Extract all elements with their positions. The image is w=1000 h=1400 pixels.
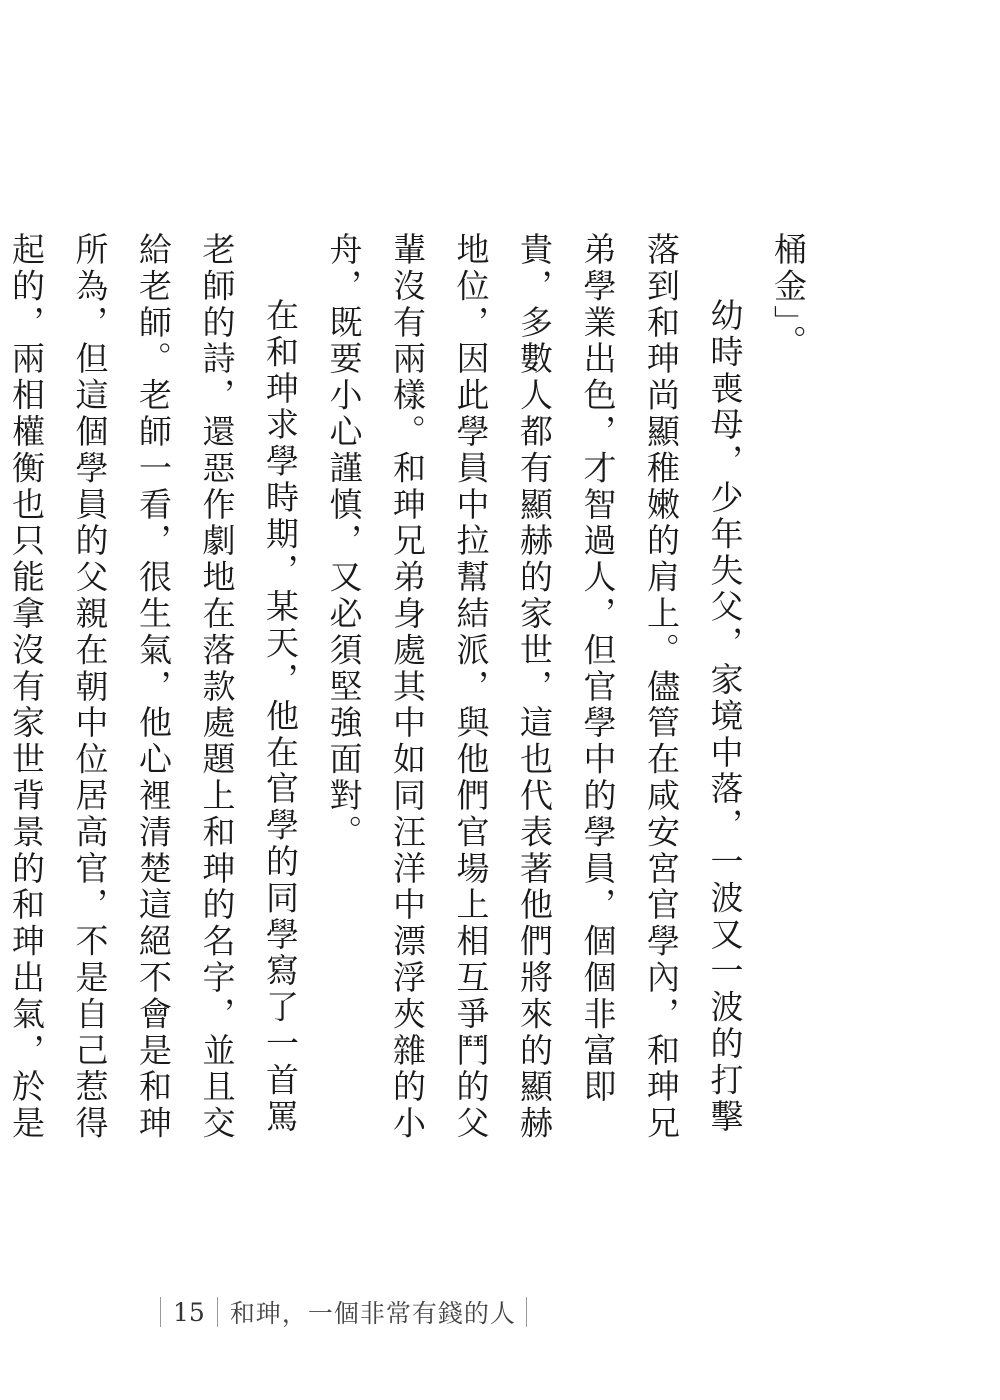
page-footer	[160, 1292, 527, 1332]
paragraph-school-incident: 在和珅求學時期，某天，他在官學的同學寫了一首罵老師的詩，還惡作劇地在落款處題上和珅的名字，並且交給老師。老師一看，很生氣，他心裡清楚這絕不會是和珅所為，但這個學員的父親在朝中位居高官，不是自己惹得起的，兩相權衡也只能拿沒有家世背景的和珅出氣，於是	[7, 232, 300, 1142]
paragraph-childhood: 幼時喪母，少年失父，家境中落，一波又一波的打擊落到和珅尚顯稚嫩的肩上。儘管在咸安宮官學內，和珅兄弟學業出色，才智過人，但官學中的學員，個個非富即貴，多數人都有顯赫的家世，這也代表著他們將來的顯赫地位，因此學員中拉幫結派，與他們官場上相互爭鬥的父輩沒有兩樣。和珅兄弟身處其中如同汪洋中漂浮夾雜的小舟，既要小心謹慎，又必須堅強面對。	[324, 232, 745, 1142]
running-title: 和珅，一個非常有錢的人	[229, 1299, 516, 1328]
paragraph-continuation: 桶金」。	[769, 232, 808, 362]
page-number: 15	[173, 1297, 205, 1327]
footer-divider	[526, 1297, 527, 1327]
body-text	[7, 232, 820, 1152]
